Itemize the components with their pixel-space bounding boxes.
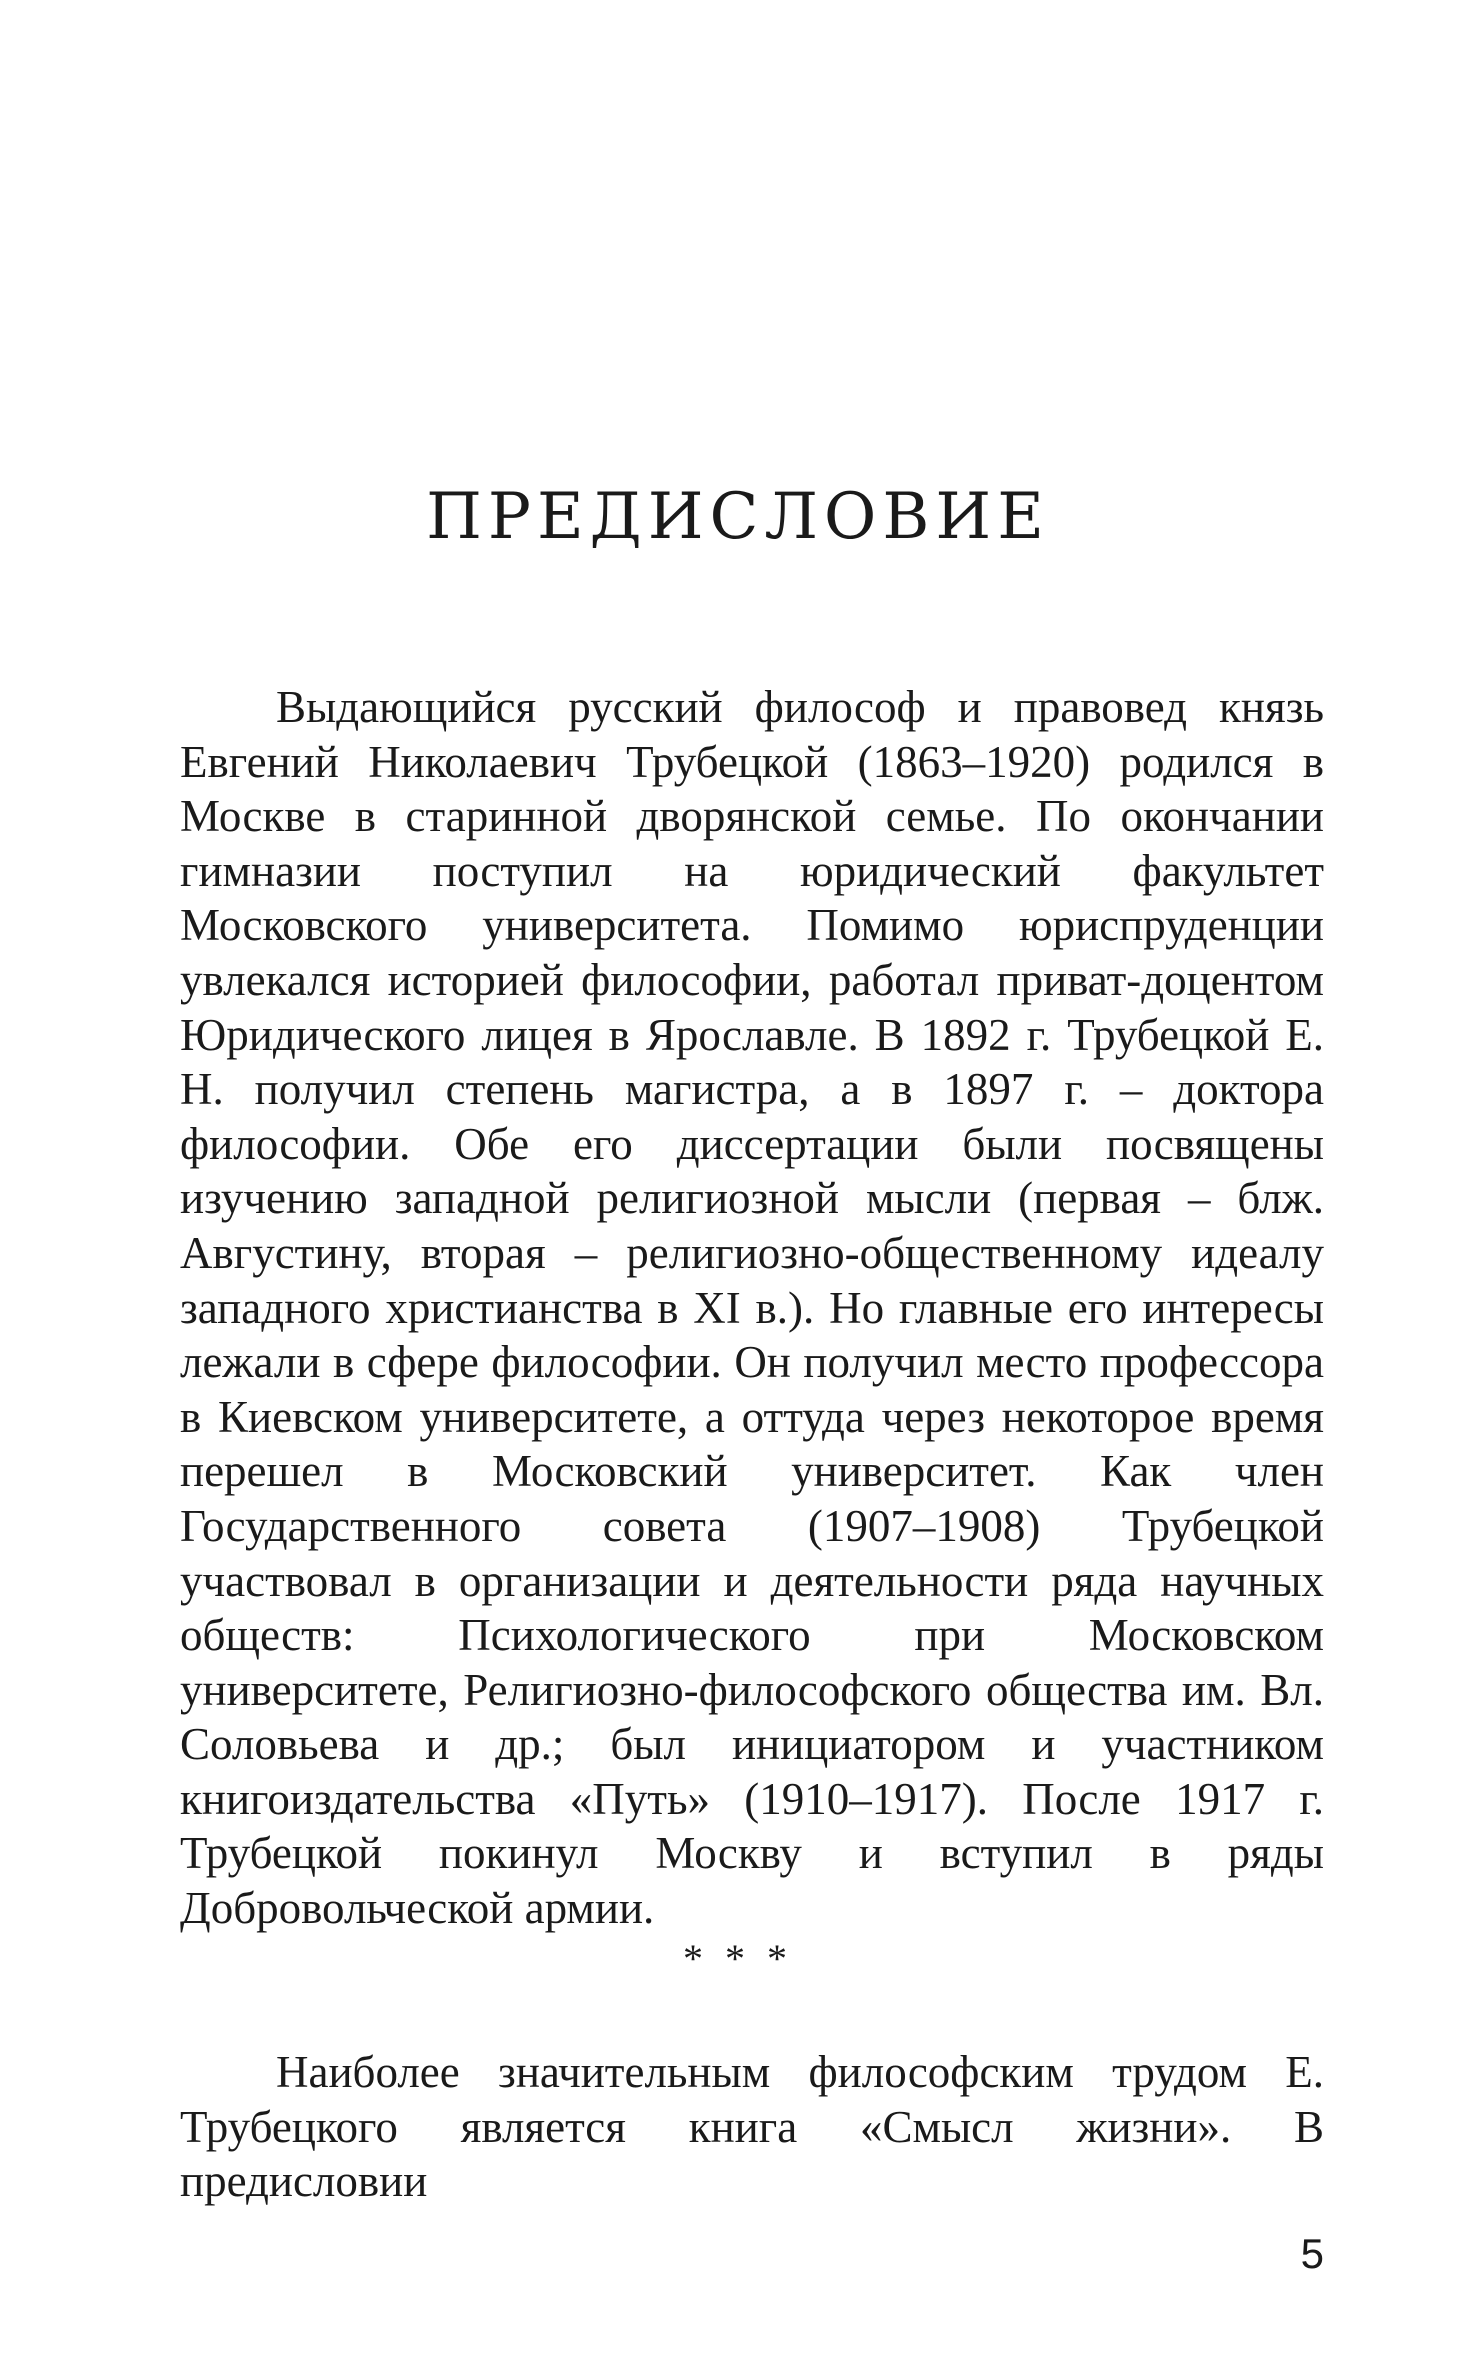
paragraph-block-2 xyxy=(180,2045,1324,2209)
page-number: 5 xyxy=(1300,2230,1324,2277)
paragraph-2: Наиболее значительным философским трудом Е. Трубецкого является книга «Смысл жизни». В предисловии xyxy=(180,2047,1324,2207)
paragraph-block-1 xyxy=(180,680,1324,1936)
section-separator: * * * xyxy=(683,1936,793,1981)
paragraph-1: Выдающийся русский философ и правовед князь Евгений Николаевич Трубецкой (1863–1920) родился в Москве в старинной дворянской семье. По окончании гимназии поступил на юридический факультет Московского университета. Помимо юриспруденции увлекался историей философии, работал приват-доцентом Юридического лицея в Ярославле. В 1892 г. Трубецкой Е. Н. получил степень магистра, а в 1897 г. – доктора философии. Обе его диссертации были посвящены изучению западной религиозной мысли (первая – блж. Августину, вторая – религиозно-общественному идеалу западного христианства в XI в.). Но главные его интересы лежали в сфере философии. Он получил место профессора в Киевском университете, а оттуда через некоторое время перешел в Московский университет. Как член Государственного совета (1907–1908) Трубецкой участвовал в организации и деятельности ряда научных обществ: Психологического при Московском университете, Религиозно-философского общества им. Вл. Соловьева и др.; был инициатором и участником книгоиздательства «Путь» (1910–1917). После 1917 г. Трубецкой покинул Москву и вступил в ряды Добровольческой армии. xyxy=(180,682,1324,1934)
chapter-title: ПРЕДИСЛОВИЕ xyxy=(426,480,1050,554)
